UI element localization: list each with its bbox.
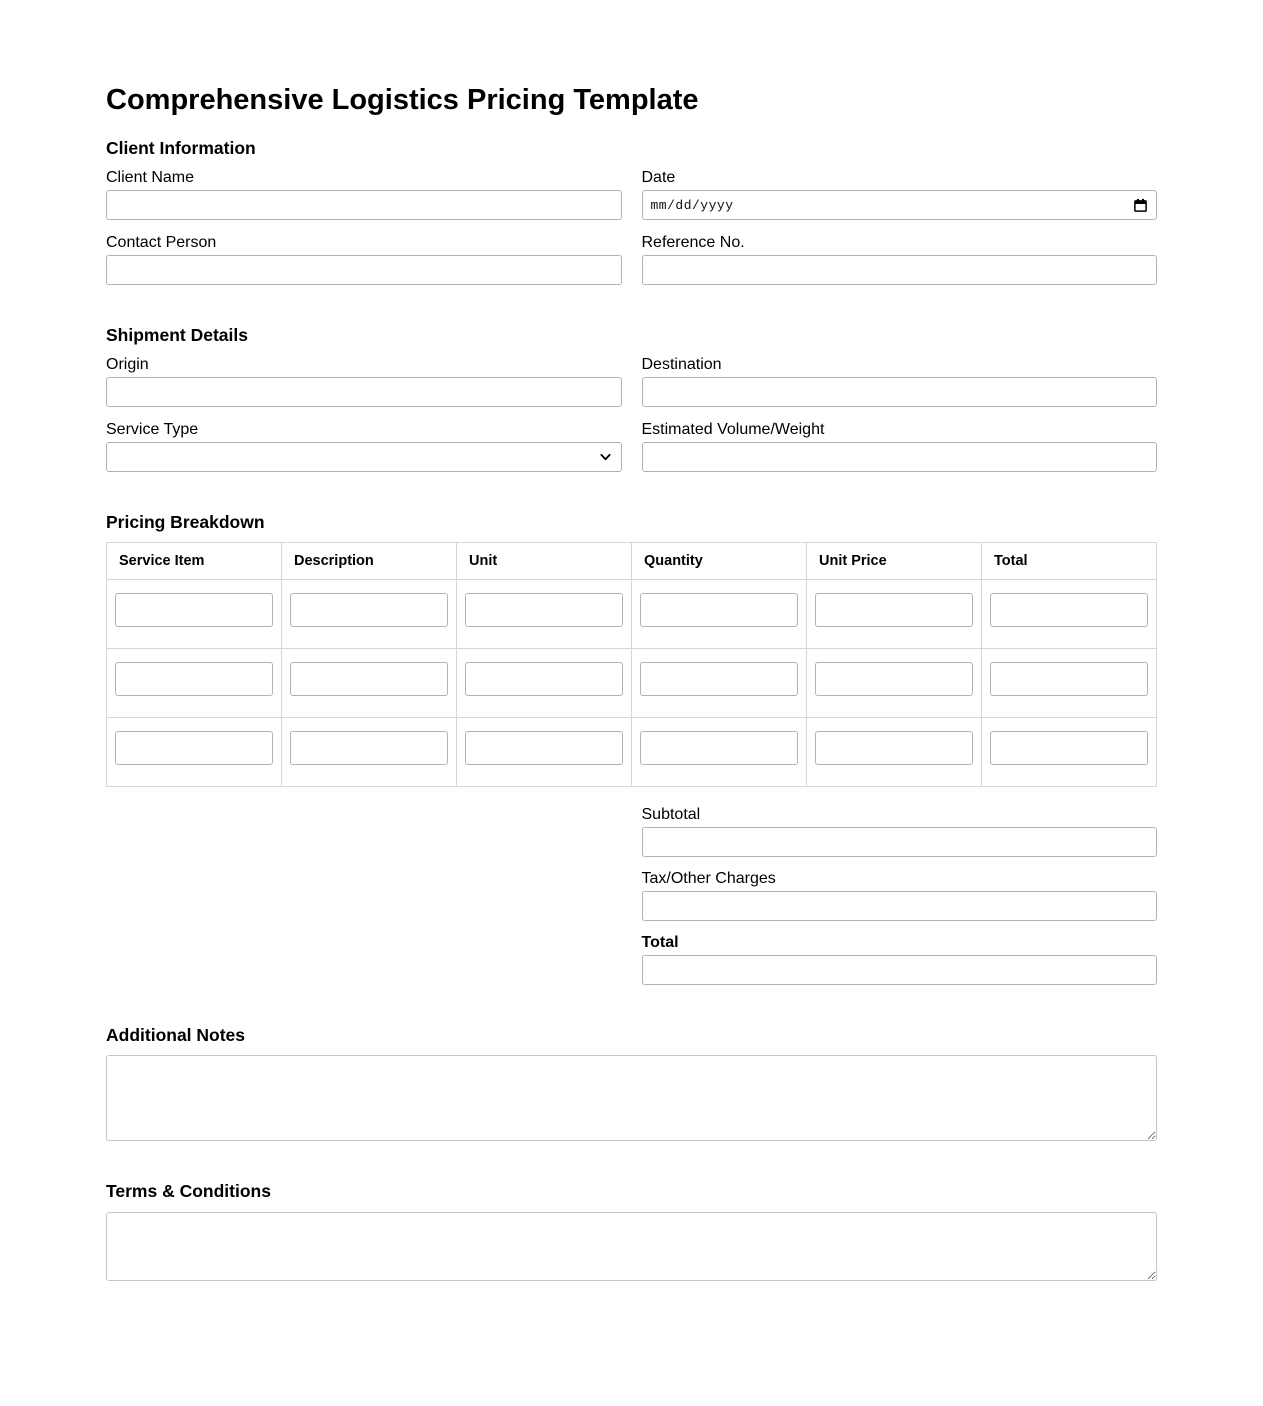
- grand-total-field: [642, 933, 1158, 985]
- pricing-r2-description-input[interactable]: [290, 662, 448, 696]
- pricing-r1-quantity-input[interactable]: [640, 593, 798, 627]
- col-header-unit: Unit: [457, 543, 632, 580]
- col-header-unit-price: Unit Price: [807, 543, 982, 580]
- shipment-details-heading: Shipment Details: [106, 325, 248, 346]
- contact-person-field: [106, 233, 622, 285]
- pricing-r3-unit-price-input[interactable]: [815, 731, 973, 765]
- pricing-r2-quantity-input[interactable]: [640, 662, 798, 696]
- service-type-label: Service Type: [106, 421, 199, 439]
- pricing-r1-service-item-input[interactable]: [115, 593, 273, 627]
- destination-field: [642, 355, 1158, 407]
- pricing-r2-service-item-input[interactable]: [115, 662, 273, 696]
- reference-no-label: Reference No.: [641, 234, 745, 252]
- tax-other-charges-label: Tax/Other Charges: [641, 870, 776, 888]
- pricing-header-row: [107, 543, 1157, 580]
- client-name-field: [106, 168, 622, 220]
- pricing-r1-unit-input[interactable]: [465, 593, 623, 627]
- reference-no-field: [642, 233, 1158, 285]
- date-field: [642, 168, 1158, 220]
- grand-total-label: Total: [641, 934, 679, 952]
- terms-conditions-textarea[interactable]: [106, 1212, 1157, 1281]
- estimated-volume-input[interactable]: [642, 442, 1158, 472]
- totals-block: [106, 805, 1157, 985]
- date-input[interactable]: [642, 190, 1158, 220]
- pricing-r2-unit-price-input[interactable]: [815, 662, 973, 696]
- section-shipment-details: [106, 325, 1157, 472]
- col-header-description: Description: [282, 543, 457, 580]
- pricing-r1-description-input[interactable]: [290, 593, 448, 627]
- client-information-heading: Client Information: [106, 137, 256, 158]
- table-row: [107, 649, 1157, 718]
- grand-total-input[interactable]: [642, 955, 1158, 985]
- contact-person-label: Contact Person: [106, 234, 217, 252]
- logistics-pricing-form: [106, 0, 1157, 1406]
- tax-other-charges-field: [642, 869, 1158, 921]
- section-client-information: [106, 138, 1157, 285]
- col-header-total: Total: [982, 543, 1157, 580]
- subtotal-field: [642, 805, 1158, 857]
- estimated-volume-label: Estimated Volume/Weight: [641, 421, 825, 439]
- service-type-field: [106, 420, 622, 472]
- pricing-r3-total-input[interactable]: [990, 731, 1148, 765]
- additional-notes-textarea[interactable]: [106, 1055, 1157, 1141]
- pricing-r3-unit-input[interactable]: [465, 731, 623, 765]
- section-pricing-breakdown: [106, 512, 1157, 985]
- subtotal-input[interactable]: [642, 827, 1158, 857]
- table-row: [107, 580, 1157, 649]
- destination-label: Destination: [641, 356, 722, 374]
- pricing-r3-description-input[interactable]: [290, 731, 448, 765]
- origin-input[interactable]: [106, 377, 622, 407]
- section-additional-notes: [106, 1025, 1157, 1141]
- pricing-r2-total-input[interactable]: [990, 662, 1148, 696]
- col-header-service-item: Service Item: [107, 543, 282, 580]
- pricing-table: [106, 542, 1157, 787]
- client-name-label: Client Name: [106, 169, 195, 187]
- tax-other-charges-input[interactable]: [642, 891, 1158, 921]
- origin-label: Origin: [106, 356, 149, 374]
- page-title: Comprehensive Logistics Pricing Template: [106, 84, 699, 116]
- estimated-volume-field: [642, 420, 1158, 472]
- pricing-r1-unit-price-input[interactable]: [815, 593, 973, 627]
- pricing-r2-unit-input[interactable]: [465, 662, 623, 696]
- table-row: [107, 718, 1157, 787]
- origin-field: [106, 355, 622, 407]
- reference-no-input[interactable]: [642, 255, 1158, 285]
- additional-notes-heading: Additional Notes: [106, 1025, 246, 1046]
- pricing-r3-service-item-input[interactable]: [115, 731, 273, 765]
- date-placeholder: mm/dd/yyyy: [650, 197, 734, 213]
- destination-input[interactable]: [642, 377, 1158, 407]
- pricing-r3-quantity-input[interactable]: [640, 731, 798, 765]
- contact-person-input[interactable]: [106, 255, 622, 285]
- date-label: Date: [641, 169, 676, 187]
- section-terms-conditions: [106, 1181, 1157, 1280]
- terms-conditions-heading: Terms & Conditions: [106, 1181, 271, 1202]
- pricing-breakdown-heading: Pricing Breakdown: [106, 512, 265, 533]
- service-type-select[interactable]: [106, 442, 622, 472]
- pricing-r1-total-input[interactable]: [990, 593, 1148, 627]
- calendar-icon[interactable]: [1133, 198, 1148, 213]
- subtotal-label: Subtotal: [641, 806, 701, 824]
- col-header-quantity: Quantity: [632, 543, 807, 580]
- client-name-input[interactable]: [106, 190, 622, 220]
